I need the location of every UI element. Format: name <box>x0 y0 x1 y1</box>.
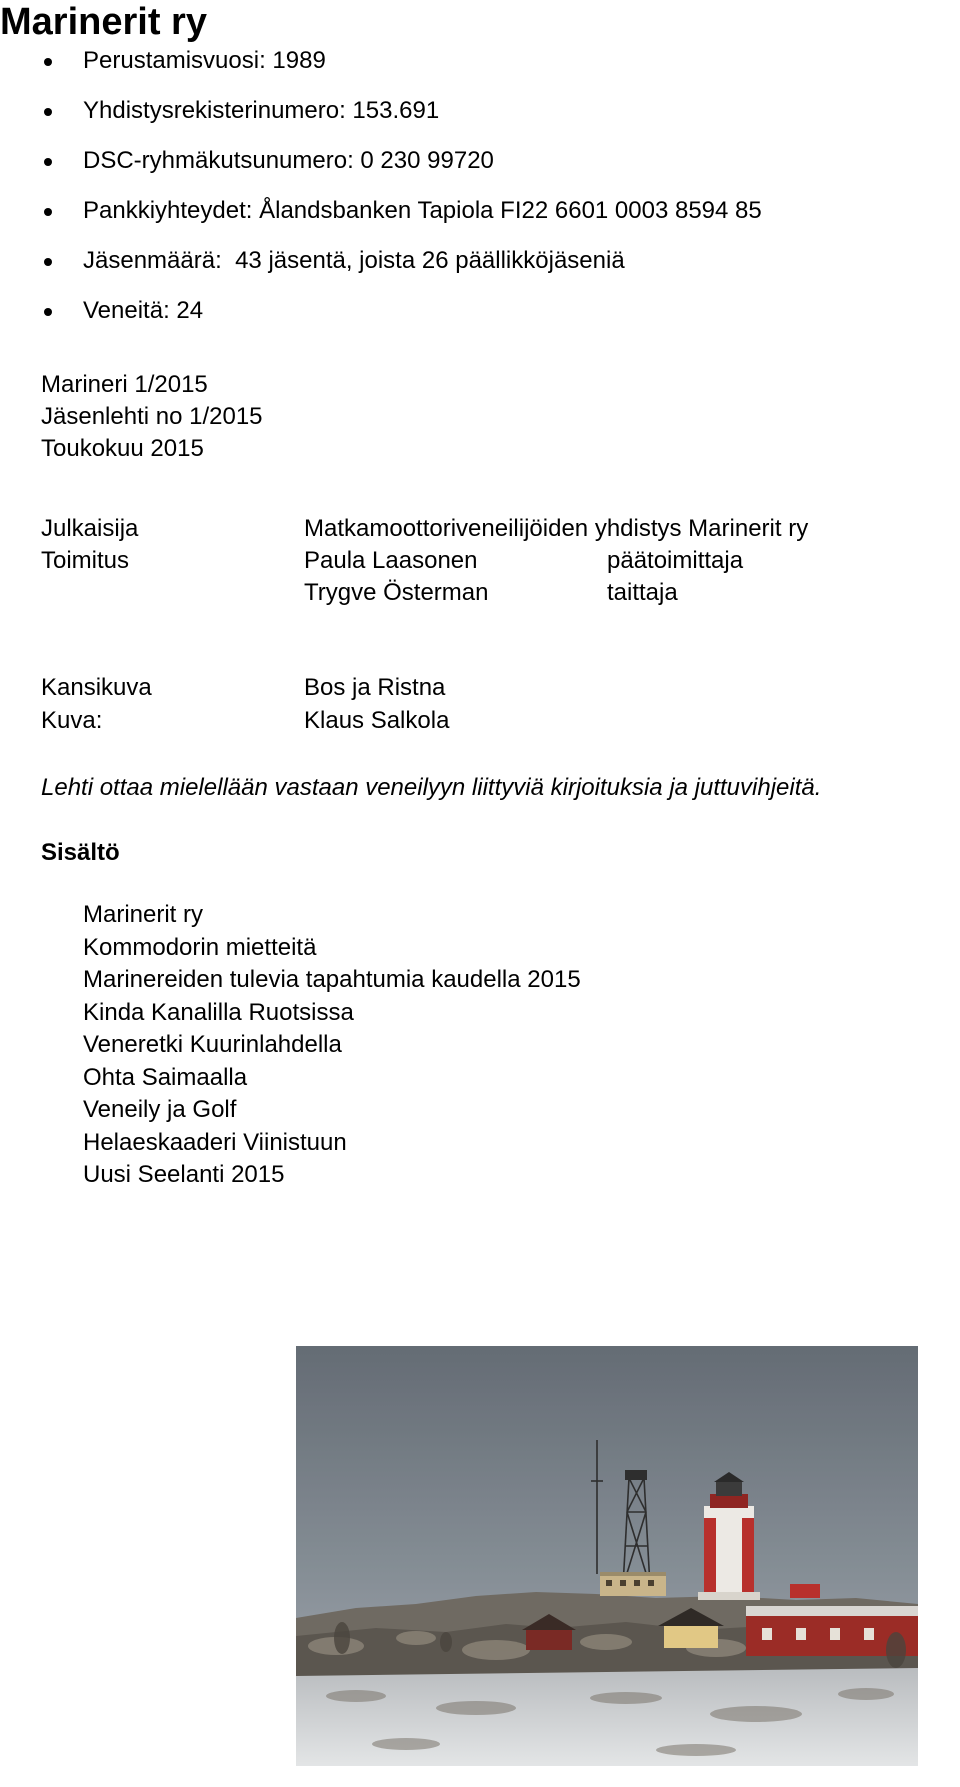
fact-dsc: DSC-ryhmäkutsunumero: 0 230 99720 <box>83 147 494 174</box>
bullet-icon <box>44 308 52 316</box>
cover-photo <box>296 1346 918 1766</box>
issue-number: Jäsenlehti no 1/2015 <box>41 403 263 430</box>
editor2-name: Trygve Österman <box>304 579 489 606</box>
list-item <box>0 241 762 291</box>
list-item: Marinerit ry <box>83 901 204 928</box>
fact-register: Yhdistysrekisterinumero: 153.691 <box>83 97 440 124</box>
contents-heading: Sisältö <box>41 839 120 866</box>
bullet-icon <box>44 108 52 116</box>
cover-label: Kansikuva <box>41 674 152 701</box>
editor1-role: päätoimittaja <box>607 547 744 574</box>
photo-value: Klaus Salkola <box>304 707 450 734</box>
fact-founded: Perustamisvuosi: 1989 <box>83 47 326 74</box>
bullet-icon <box>44 208 52 216</box>
list-item: Veneretki Kuurinlahdella <box>83 1031 342 1058</box>
lighthouse-island-illustration <box>296 1346 918 1766</box>
note-text: Lehti ottaa mielellään vastaan veneilyyn liittyviä kirjoituksia ja juttuvihjeitä. <box>41 774 822 801</box>
fact-bank: Pankkiyhteydet: Ålandsbanken Tapiola FI22 6601 0003 8594 85 <box>83 197 762 224</box>
list-item <box>0 141 762 191</box>
contents-list <box>83 899 581 1192</box>
list-item: Kommodorin mietteitä <box>83 933 317 961</box>
bullet-icon <box>44 58 52 66</box>
list-item: Uusi Seelanti 2015 <box>83 1161 285 1188</box>
issue-date: Toukokuu 2015 <box>41 435 204 462</box>
photo-label: Kuva: <box>41 707 103 734</box>
editors-label: Toimitus <box>41 547 130 574</box>
list-item: Ohta Saimaalla <box>83 1063 248 1091</box>
list-item: Marinereiden tulevia tapahtumia kaudella 2015 <box>83 966 581 993</box>
bullet-icon <box>44 158 52 166</box>
list-item: Kinda Kanalilla Ruotsissa <box>83 998 354 1026</box>
bullet-icon <box>44 258 52 266</box>
page-title: Marinerit ry <box>0 1 207 43</box>
list-item <box>0 291 762 341</box>
publisher-value: Matkamoottoriveneilijöiden yhdistys Marinerit ry <box>304 515 809 542</box>
list-item <box>0 191 762 241</box>
cover-value: Bos ja Ristna <box>304 674 446 701</box>
list-item: Veneily ja Golf <box>83 1096 237 1123</box>
editor2-role: taittaja <box>607 579 678 606</box>
editor1-name: Paula Laasonen <box>304 547 478 574</box>
list-item: Helaeskaaderi Viinistuun <box>83 1128 347 1156</box>
list-item <box>0 41 762 91</box>
facts-list <box>0 41 762 341</box>
fact-boats: Veneitä: 24 <box>83 297 204 324</box>
issue-name: Marineri 1/2015 <box>41 371 208 398</box>
fact-members: Jäsenmäärä: 43 jäsentä, joista 26 päällikköjäseniä <box>83 247 625 274</box>
publisher-label: Julkaisija <box>41 515 139 542</box>
list-item <box>0 91 762 141</box>
